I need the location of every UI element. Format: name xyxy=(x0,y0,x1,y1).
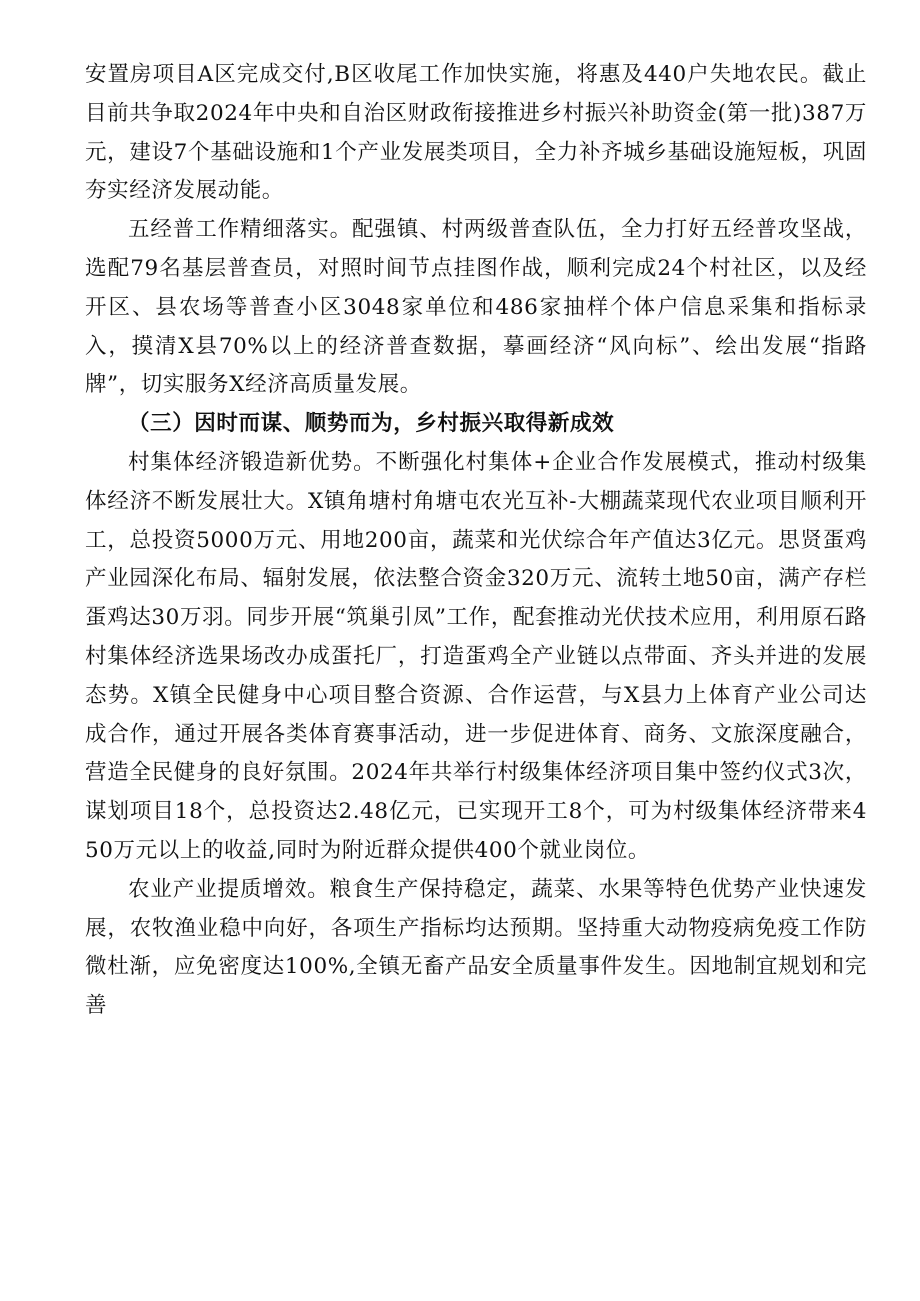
paragraph-resettlement-housing: 安置房项目A区完成交付,B区收尾工作加快实施，将惠及440户失地农民。截止目前共争取2024年中央和自治区财政衔接推进乡村振兴补助资金(第一批)387万元，建设7个基础设施和1个产业发展类项目，全力补齐城乡基础设施短板，巩固夯实经济发展动能。 xyxy=(85,62,867,204)
paragraph-agricultural-industry: 农业产业提质增效。粮食生产保持稳定，蔬菜、水果等特色优势产业快速发展，农牧渔业稳中向好，各项生产指标均达预期。坚持重大动物疫病免疫工作防微杜渐，应免密度达100%,全镇无畜产品安全质量事件发生。因地制宜规划和完善 xyxy=(85,876,867,1019)
document-body xyxy=(85,56,867,1026)
paragraph-economic-census: 五经普工作精细落实。配强镇、村两级普查队伍，全力打好五经普攻坚战，选配79名基层普查员，对照时间节点挂图作战，顺利完成24个村社区，以及经开区、县农场等普查小区3048家单位和486家抽样个体户信息采集和指标录入，摸清X县70%以上的经济普查数据，摹画经济“风向标”、绘出发展“指路牌”，切实服务X经济高质量发展。 xyxy=(85,217,867,398)
section-heading-rural-revitalization: （三）因时而谋、顺势而为，乡村振兴取得新成效 xyxy=(128,411,615,437)
paragraph-village-collective-economy: 村集体经济锻造新优势。不断强化村集体+企业合作发展模式，推动村级集体经济不断发展壮大。X镇角塘村角塘屯农光互补-大棚蔬菜现代农业项目顺利开工，总投资5000万元、用地200亩，蔬菜和光伏综合年产值达3亿元。思贤蛋鸡产业园深化布局、辐射发展，依法整合资金320万元、流转土地50亩，满产存栏蛋鸡达30万羽。同步开展“筑巢引凤”工作，配套推动光伏技术应用，利用原石路村集体经济选果场改办成蛋托厂，打造蛋鸡全产业链以点带面、齐头并进的发展态势。X镇全民健身中心项目整合资源、合作运营，与X县力上体育产业公司达成合作，通过开展各类体育赛事活动，进一步促进体育、商务、文旅深度融合，营造全民健身的良好氛围。2024年共举行村级集体经济项目集中签约仪式3次，谋划项目18个，总投资达2.48亿元，已实现开工8个，可为村级集体经济带来450万元以上的收益,同时为附近群众提供400个就业岗位。 xyxy=(85,449,867,863)
